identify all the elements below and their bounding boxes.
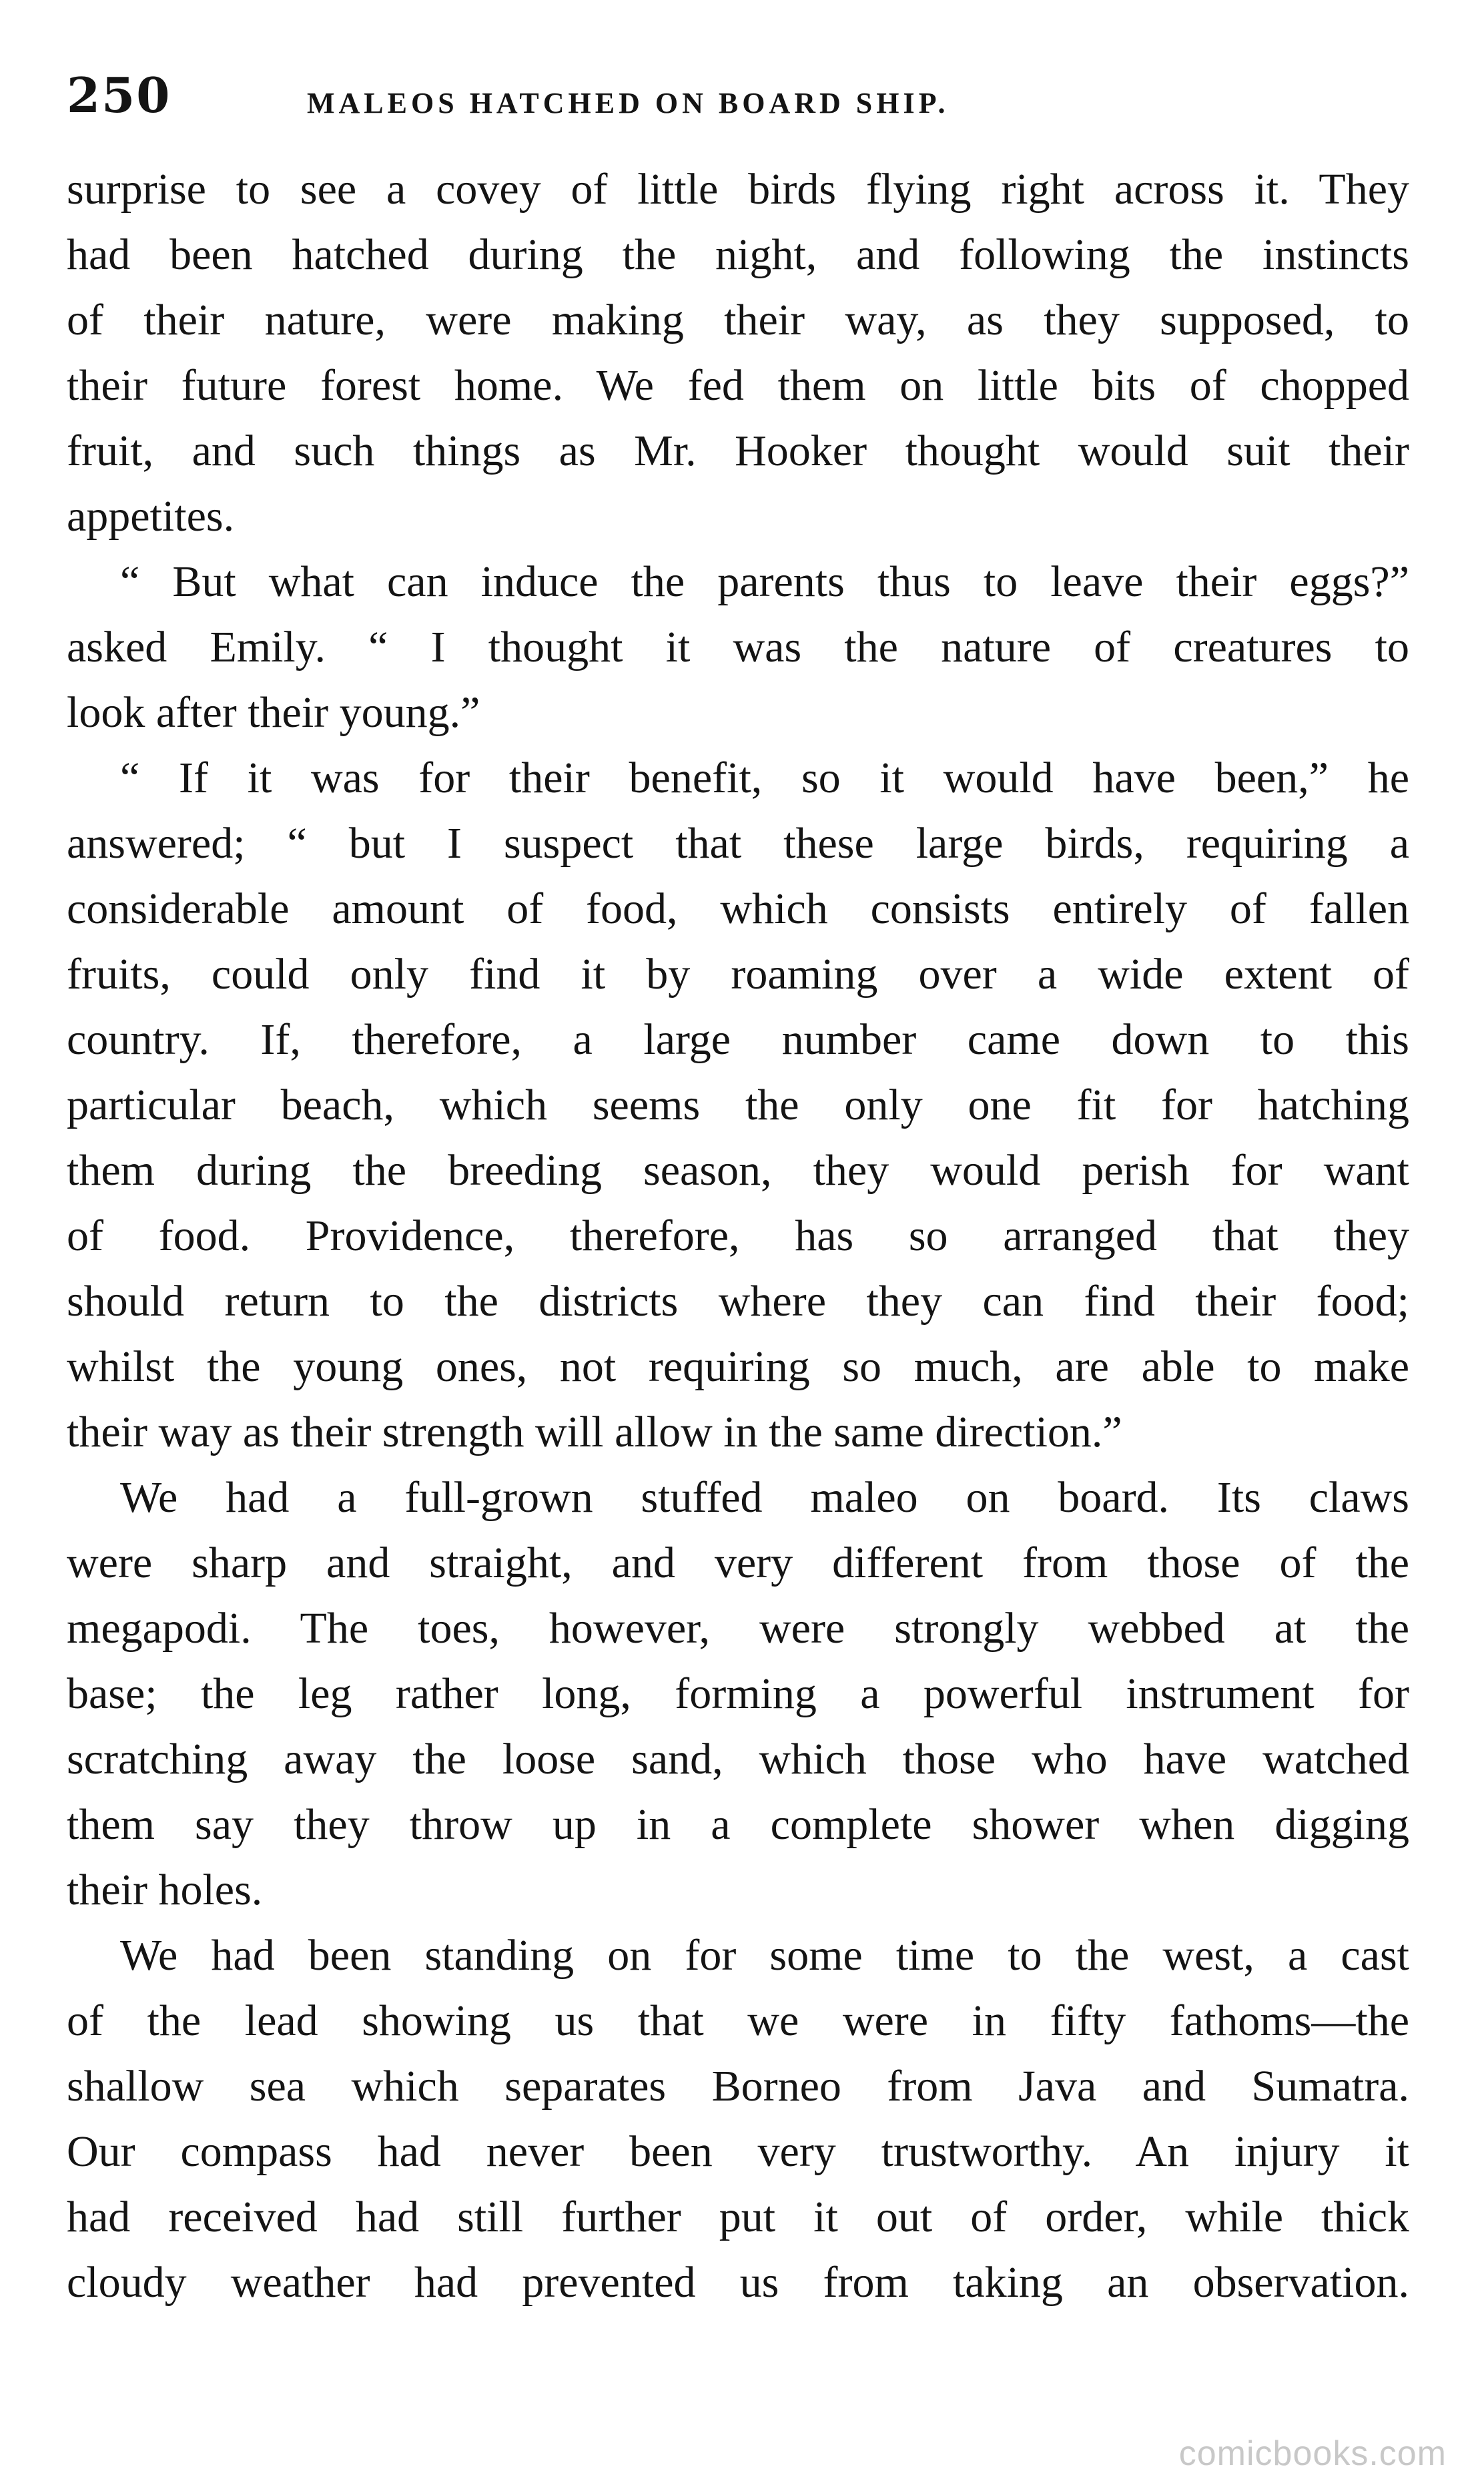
text-line: appetites. xyxy=(67,492,235,541)
running-title: MALEOS HATCHED ON BOARD SHIP. xyxy=(307,87,950,119)
text-line: their holes. xyxy=(67,1866,263,1914)
text-line: answered; “ but I suspect that these large birds, requiring a xyxy=(67,819,1409,868)
text-line: of food. Providence, therefore, has so arranged that they xyxy=(67,1211,1409,1260)
text-line: were sharp and straight, and very different from those of the xyxy=(67,1539,1409,1587)
text-line: “ If it was for their benefit, so it would have been,” he xyxy=(120,754,1409,802)
text-line: look after their young.” xyxy=(67,688,480,737)
text-line: fruits, could only find it by roaming over a wide extent of xyxy=(67,950,1409,999)
text-line: shallow sea which separates Borneo from Java and Sumatra. xyxy=(67,2062,1409,2111)
text-line: particular beach, which seems the only one fit for hatching xyxy=(67,1081,1409,1129)
text-line: considerable amount of food, which consists entirely of fallen xyxy=(67,884,1409,933)
text-line: We had a full-grown stuffed maleo on board. Its claws xyxy=(120,1473,1409,1522)
text-line: had been hatched during the night, and following the instincts xyxy=(67,230,1409,279)
text-line: should return to the districts where they can find their food; xyxy=(67,1277,1409,1326)
text-line: Our compass had never been very trustworthy. An injury it xyxy=(67,2127,1409,2176)
text-line: asked Emily. “ I thought it was the nature of creatures to xyxy=(67,623,1409,671)
text-line: scratching away the loose sand, which those who have watched xyxy=(67,1735,1409,1783)
text-line: their way as their strength will allow in the same direction.” xyxy=(67,1408,1122,1456)
text-line: fruit, and such things as Mr. Hooker thought would suit their xyxy=(67,427,1409,475)
running-head xyxy=(67,59,1417,132)
text-line: base; the leg rather long, forming a powerful instrument for xyxy=(67,1669,1409,1718)
page-number: 250 xyxy=(67,67,171,123)
text-line: surprise to see a covey of little birds flying right across it. They xyxy=(67,165,1409,214)
text-line: their future forest home. We fed them on little bits of chopped xyxy=(67,361,1409,410)
text-line: of their nature, were making their way, as they supposed, to xyxy=(67,296,1409,344)
watermark: comicbooks.com xyxy=(1178,2434,1447,2473)
text-line: had received had still further put it out of order, while thick xyxy=(67,2193,1409,2241)
text-line: them during the breeding season, they would perish for want xyxy=(67,1146,1409,1195)
text-line: them say they throw up in a complete shower when digging xyxy=(67,1800,1409,1849)
text-line: country. If, therefore, a large number came down to this xyxy=(67,1015,1409,1064)
text-line: of the lead showing us that we were in fifty fathoms—the xyxy=(67,1996,1409,2045)
text-line: cloudy weather had prevented us from taking an observation. xyxy=(67,2258,1409,2307)
text-line: “ But what can induce the parents thus to leave their eggs?” xyxy=(120,557,1409,606)
text-line: megapodi. The toes, however, were strongly webbed at the xyxy=(67,1604,1409,1653)
text-line: whilst the young ones, not requiring so much, are able to make xyxy=(67,1342,1409,1391)
page-body xyxy=(67,157,1409,2315)
text-line: We had been standing on for some time to the west, a cast xyxy=(120,1931,1409,1980)
